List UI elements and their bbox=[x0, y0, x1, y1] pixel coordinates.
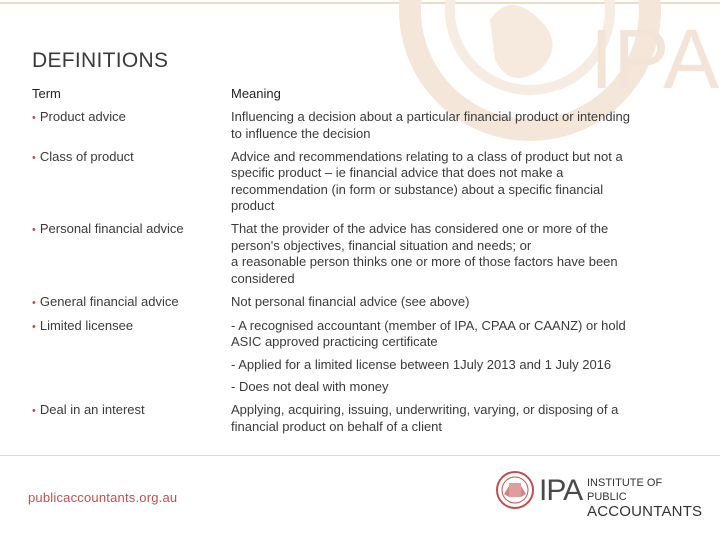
meaning-line: Applying, acquiring, issuing, underwriting, varying, or disposing of a bbox=[231, 402, 619, 417]
meaning-line: considered bbox=[231, 270, 295, 286]
definitions-table bbox=[32, 86, 672, 435]
meaning-line: person's objectives, financial situation and needs; or bbox=[231, 237, 532, 253]
bullet-icon: • bbox=[32, 320, 36, 333]
meaning-line: Advice and recommendations relating to a class of product but not a bbox=[231, 148, 623, 164]
meaning-line: a reasonable person thinks one or more of those factors have been bbox=[231, 254, 618, 269]
meaning-line: Influencing a decision about a particular financial product or intending bbox=[231, 109, 630, 124]
meaning-line: ASIC approved practicing certificate bbox=[231, 334, 438, 349]
meaning-cell bbox=[231, 221, 663, 287]
table-row bbox=[32, 149, 672, 215]
term-cell bbox=[32, 402, 231, 435]
meaning-cell bbox=[231, 149, 663, 215]
header-meaning: Meaning bbox=[231, 86, 281, 101]
term-text: Limited licensee bbox=[39, 317, 134, 333]
logo-text bbox=[587, 476, 702, 520]
meaning-line: recommendation (in form or substance) about a specific financial bbox=[231, 181, 604, 197]
meaning-subpoint bbox=[231, 379, 663, 396]
bullet-icon: • bbox=[32, 405, 36, 417]
meaning-line: Not personal financial advice (see above) bbox=[231, 293, 470, 309]
logo-mark: IPA bbox=[539, 474, 583, 507]
logo-line2: ACCOUNTANTS bbox=[587, 503, 703, 520]
bullet-icon: • bbox=[32, 112, 36, 124]
bullet-icon: • bbox=[32, 224, 36, 236]
meaning-cell bbox=[231, 318, 663, 396]
term-text: Deal in an interest bbox=[39, 402, 145, 417]
table-header bbox=[32, 86, 672, 109]
meaning-line: product bbox=[231, 198, 275, 213]
term-cell bbox=[32, 109, 231, 142]
term-cell bbox=[32, 294, 231, 312]
term-cell bbox=[32, 149, 231, 215]
term-text: Product advice bbox=[39, 109, 126, 124]
table-row bbox=[32, 294, 672, 312]
meaning-cell bbox=[231, 402, 663, 435]
table-row bbox=[32, 318, 672, 396]
ipa-seal-icon bbox=[495, 470, 535, 510]
bullet-icon: • bbox=[32, 296, 36, 309]
bullet-icon: • bbox=[32, 151, 36, 164]
table-row bbox=[32, 402, 672, 435]
meaning-cell bbox=[231, 109, 663, 142]
table-row bbox=[32, 221, 672, 287]
term-text: Personal financial advice bbox=[39, 221, 184, 236]
meaning-cell bbox=[231, 294, 663, 312]
table-row bbox=[32, 109, 672, 142]
meaning-line: That the provider of the advice has considered one or more of the bbox=[231, 221, 609, 236]
ipa-logo bbox=[495, 470, 703, 520]
meaning-subpoint bbox=[231, 357, 663, 374]
meaning-line: to influence the decision bbox=[231, 125, 371, 141]
term-text: Class of product bbox=[39, 148, 134, 164]
term-cell bbox=[32, 318, 231, 396]
term-cell bbox=[32, 221, 231, 287]
meaning-line: financial product on behalf of a client bbox=[231, 418, 443, 434]
meaning-line: - Does not deal with money bbox=[231, 379, 389, 394]
meaning-line: - Applied for a limited license between 1July 2013 and 1 July 2016 bbox=[231, 356, 612, 372]
logo-line1: INSTITUTE OF PUBLIC bbox=[587, 477, 663, 503]
term-text: General financial advice bbox=[39, 293, 179, 309]
watermark-text: IPA bbox=[590, 12, 720, 106]
meaning-line: specific product – ie financial advice that does not make a bbox=[231, 165, 564, 180]
footer-url: publicaccountants.org.au bbox=[28, 490, 178, 505]
footer-rule bbox=[0, 455, 720, 456]
header-term: Term bbox=[32, 86, 61, 101]
page-title: DEFINITIONS bbox=[32, 49, 169, 72]
meaning-line: - A recognised accountant (member of IPA, CPAA or CAANZ) or hold bbox=[231, 317, 626, 333]
